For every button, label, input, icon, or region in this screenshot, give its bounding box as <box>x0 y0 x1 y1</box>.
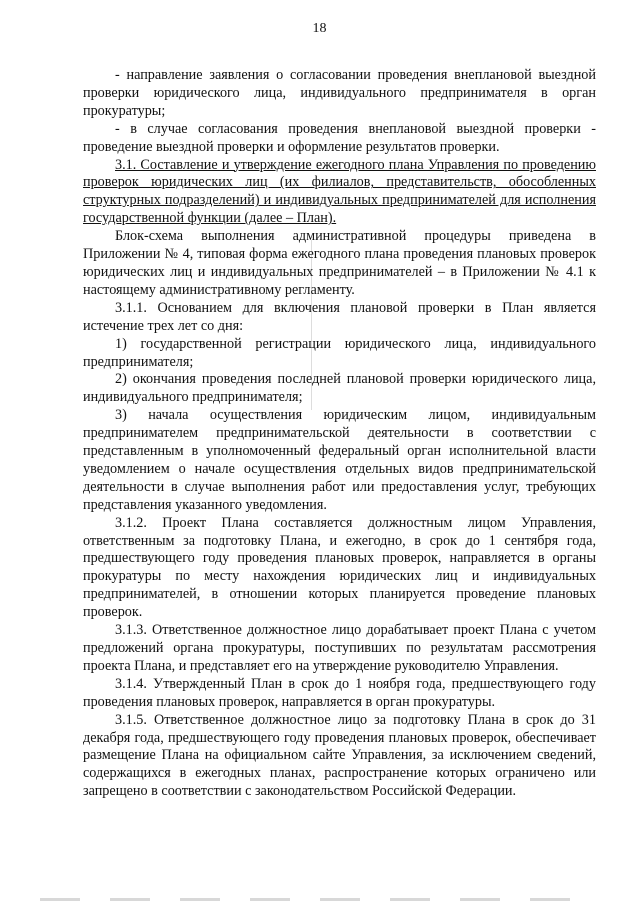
paragraph-flowchart-reference: Блок-схема выполнения административной процедуры приведена в Приложении № 4, типовая форма ежегодного плана проведения плановых проверок юридических лиц и индивидуальных предпринимателей – в Приложении № 4.1 к настоящему административному регламенту. <box>83 228 596 298</box>
paragraph-3-1-3: 3.1.3. Ответственное должностное лицо дорабатывает проект Плана с учетом предложений органа прокуратуры, поступивших по результатам рассмотрения проекта Плана, и представляет его на утверждение руководителю Управления. <box>83 622 596 674</box>
scan-artifact-line <box>311 240 312 410</box>
paragraph-3-1-4: 3.1.4. Утвержденный План в срок до 1 ноября года, предшествующего году проведения плановых проверок, направляется в орган прокуратуры. <box>83 675 596 710</box>
section-heading-3-1: 3.1. Составление и утверждение ежегодного плана Управления по проведению проверок юридических лиц (их филиалов, представительств, обособленных структурных подразделений) и индивидуальных предпринимателей для исполнения государственной функции (далее – План). <box>83 156 596 227</box>
paragraph-3-1-5: 3.1.5. Ответственное должностное лицо за подготовку Плана в срок до 31 декабря года, предшествующего году проведения плановых проверок, обеспечивает размещение Плана на официальном сайте Управления, за исключением сведений, содержащихся в ежегодных планах, распространение которых ограничено или запрещено в соответствии с законодательством Российской Федерации. <box>83 711 596 800</box>
document-body <box>83 67 596 801</box>
paragraph-3-1-2: 3.1.2. Проект Плана составляется должностным лицом Управления, ответственным за подготовку Плана, и ежегодно, в срок до 1 сентября года, предшествующего году проведения плановых проверок, направляется в органы прокуратуры по месту нахождения юридических лиц и индивидуальных предпринимателей, в отношении которых планируется проведение плановых проверок. <box>83 514 596 621</box>
list-item-1: 1) государственной регистрации юридического лица, индивидуального предпринимателя; <box>83 335 596 370</box>
scan-artifact-footer <box>40 898 600 901</box>
page-number: 18 <box>312 21 327 36</box>
paragraph-prosecutor-request: - направление заявления о согласовании проведения внеплановой выездной проверки юридического лица, индивидуального предпринимателя в орган прокуратуры; <box>83 67 596 119</box>
list-item-2: 2) окончания проведения последней плановой проверки юридического лица, индивидуального предпринимателя; <box>83 371 596 406</box>
paragraph-field-inspection: - в случае согласования проведения внеплановой выездной проверки - проведение выездной проверки и оформление результатов проверки. <box>83 120 596 155</box>
paragraph-3-1-1: 3.1.1. Основанием для включения плановой проверки в План является истечение трех лет со дня: <box>83 299 596 334</box>
list-item-3: 3) начала осуществления юридическим лицом, индивидуальным предпринимателем предпринимательской деятельности в соответствии с представленным в уполномоченный федеральный орган исполнительной власти уведомлением о начале осуществления отдельных видов предпринимательской деятельности в случае выполнения работ или предоставления услуг, требующих представления указанного уведомления. <box>83 407 596 513</box>
